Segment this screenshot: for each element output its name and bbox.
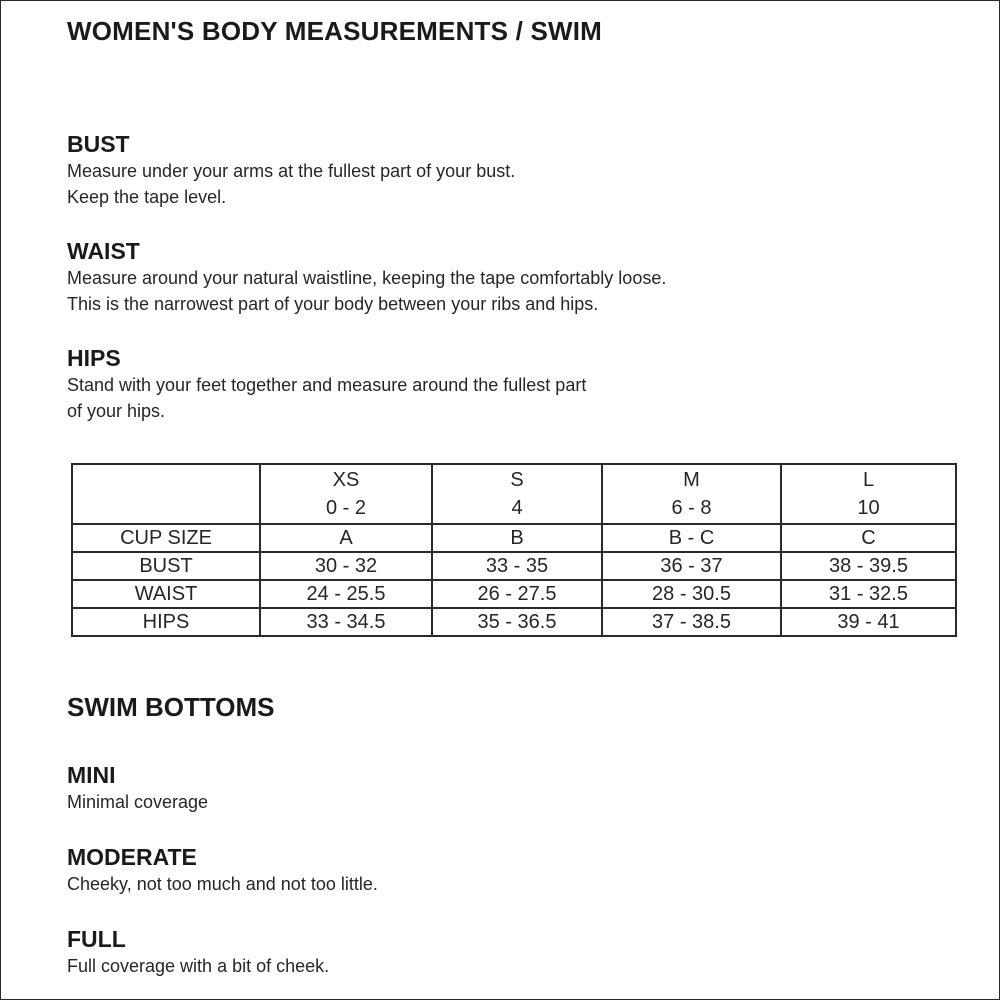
table-cell: 26 - 27.5 bbox=[432, 580, 602, 608]
table-cell: A bbox=[260, 524, 432, 552]
table-cell: 31 - 32.5 bbox=[781, 580, 956, 608]
waist-instruction-line-2: This is the narrowest part of your body between your ribs and hips. bbox=[67, 294, 599, 314]
size-header-m bbox=[602, 464, 781, 524]
table-row-hips bbox=[72, 608, 956, 636]
table-row-bust bbox=[72, 552, 956, 580]
moderate-heading: MODERATE bbox=[67, 844, 197, 870]
moderate-section bbox=[67, 843, 378, 897]
row-label: BUST bbox=[72, 552, 260, 580]
table-cell: 36 - 37 bbox=[602, 552, 781, 580]
hips-instruction-line-2: of your hips. bbox=[67, 401, 166, 421]
table-row-cup-size bbox=[72, 524, 956, 552]
hips-heading: HIPS bbox=[67, 345, 121, 371]
table-cell: 39 - 41 bbox=[781, 608, 956, 636]
waist-heading: WAIST bbox=[67, 238, 140, 264]
mini-description: Minimal coverage bbox=[67, 792, 209, 812]
size-header-l bbox=[781, 464, 956, 524]
size-label: L bbox=[862, 469, 875, 491]
table-cell: B - C bbox=[602, 524, 781, 552]
bust-heading: BUST bbox=[67, 131, 130, 157]
bust-instruction-line-1: Measure under your arms at the fullest part of your bust. bbox=[67, 161, 516, 181]
mini-section bbox=[67, 761, 208, 815]
table-cell: 30 - 32 bbox=[260, 552, 432, 580]
size-table bbox=[71, 463, 957, 637]
table-cell: B bbox=[432, 524, 602, 552]
page-title: WOMEN'S BODY MEASUREMENTS / SWIM bbox=[67, 16, 603, 46]
table-cell: 35 - 36.5 bbox=[432, 608, 602, 636]
table-cell: 38 - 39.5 bbox=[781, 552, 956, 580]
swim-bottoms-title: SWIM BOTTOMS bbox=[67, 692, 275, 722]
full-description: Full coverage with a bit of cheek. bbox=[67, 956, 330, 976]
size-numbers: 4 bbox=[511, 497, 523, 519]
hips-instruction-line-1: Stand with your feet together and measure around the fullest part bbox=[67, 375, 587, 395]
full-heading: FULL bbox=[67, 926, 126, 952]
size-numbers: 0 - 2 bbox=[325, 497, 367, 519]
table-cell: 37 - 38.5 bbox=[602, 608, 781, 636]
row-label: HIPS bbox=[72, 608, 260, 636]
table-row-waist bbox=[72, 580, 956, 608]
table-cell: C bbox=[781, 524, 956, 552]
size-label: XS bbox=[332, 469, 360, 491]
table-cell: 28 - 30.5 bbox=[602, 580, 781, 608]
bust-instruction-line-2: Keep the tape level. bbox=[67, 187, 227, 207]
size-header-s bbox=[432, 464, 602, 524]
full-section bbox=[67, 925, 329, 979]
size-numbers: 10 bbox=[857, 497, 880, 519]
corner-cell bbox=[72, 464, 260, 524]
row-label: CUP SIZE bbox=[72, 524, 260, 552]
size-header-xs bbox=[260, 464, 432, 524]
table-cell: 33 - 34.5 bbox=[260, 608, 432, 636]
table-cell: 33 - 35 bbox=[432, 552, 602, 580]
size-label: M bbox=[683, 469, 700, 491]
waist-instruction-line-1: Measure around your natural waistline, keeping the tape comfortably loose. bbox=[67, 268, 667, 288]
hips-section bbox=[67, 344, 586, 424]
waist-section bbox=[67, 237, 666, 317]
moderate-description: Cheeky, not too much and not too little. bbox=[67, 874, 378, 894]
size-numbers: 6 - 8 bbox=[671, 497, 712, 519]
mini-heading: MINI bbox=[67, 762, 116, 788]
size-label: S bbox=[510, 469, 524, 491]
size-header-row bbox=[72, 464, 956, 524]
bust-section bbox=[67, 130, 515, 210]
row-label: WAIST bbox=[72, 580, 260, 608]
table-cell: 24 - 25.5 bbox=[260, 580, 432, 608]
